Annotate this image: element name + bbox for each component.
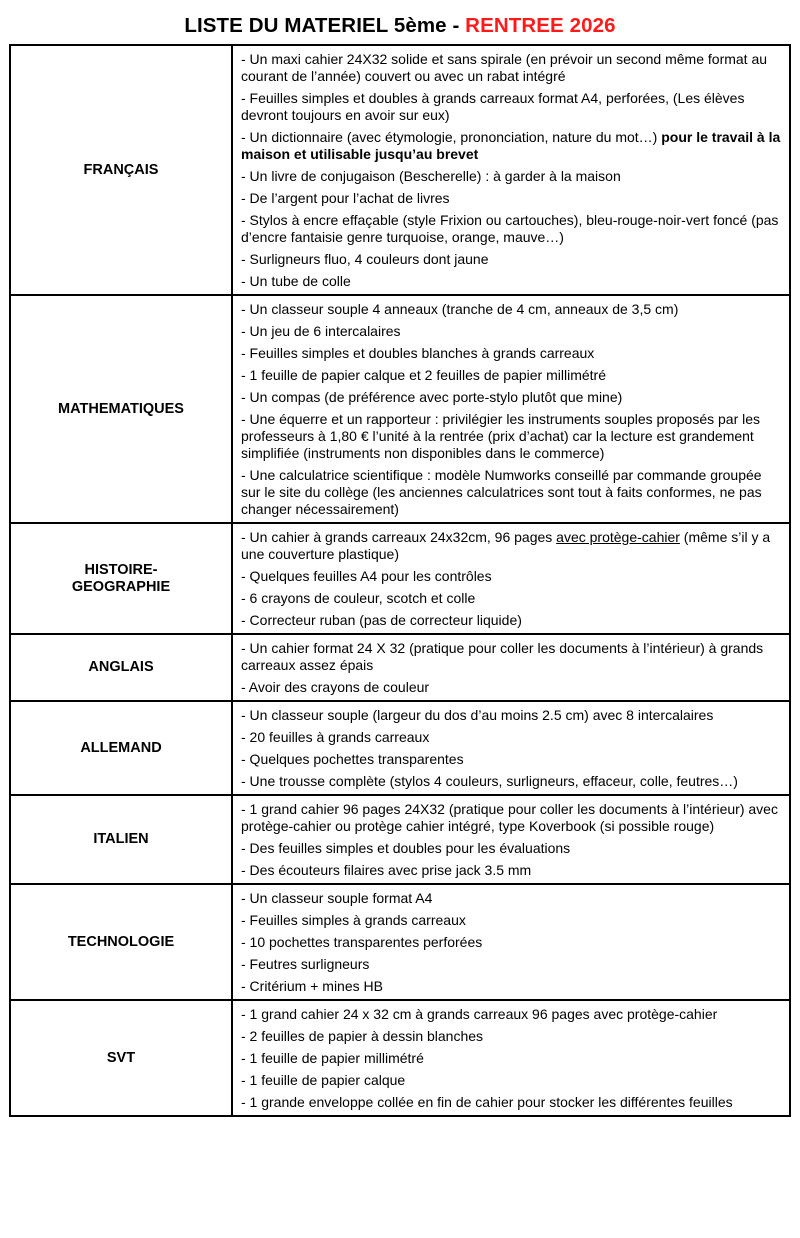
materials-table xyxy=(9,44,791,1117)
list-item xyxy=(241,190,783,207)
item-text: - Critérium + mines HB xyxy=(241,978,383,994)
item-text: - Stylos à encre effaçable (style Frixion ou cartouches), bleu-rouge-noir-vert foncé (pas d’encre fantaisie genre turquoise, orange, mauve…) xyxy=(241,212,779,245)
item-text: - 1 feuille de papier calque xyxy=(241,1072,406,1088)
list-item xyxy=(241,345,783,362)
list-item xyxy=(241,1072,783,1089)
item-emphasis: pour le travail à la maison et utilisable jusqu’au brevet xyxy=(241,129,781,162)
title-highlight: RENTREE 2026 xyxy=(465,14,616,37)
items-cell xyxy=(232,884,790,1000)
items-cell xyxy=(232,523,790,634)
section-row xyxy=(10,884,790,1000)
subject-label: TECHNOLOGIE xyxy=(67,933,175,950)
subject-label: SVT xyxy=(106,1049,136,1066)
item-text: - 20 feuilles à grands carreaux xyxy=(241,729,430,745)
section-row xyxy=(10,1000,790,1116)
list-item xyxy=(241,751,783,768)
items-cell xyxy=(232,634,790,701)
section-row xyxy=(10,523,790,634)
item-text: - Un cahier format 24 X 32 (pratique pour coller les documents à l’intérieur) à grands carreaux assez épais xyxy=(241,640,764,673)
item-text: - Un cahier à grands carreaux 24x32cm, 96 pages xyxy=(241,529,557,545)
item-text: - Avoir des crayons de couleur xyxy=(241,679,430,695)
list-item xyxy=(241,862,783,879)
item-text: - 2 feuilles de papier à dessin blanches xyxy=(241,1028,484,1044)
item-underlined: avec protège-cahier xyxy=(556,529,680,545)
section-row xyxy=(10,795,790,884)
item-text: - Feuilles simples et doubles à grands carreaux format A4, perforées, (Les élèves devront toujours en avoir sur eux) xyxy=(241,90,745,123)
item-text: - 10 pochettes transparentes perforées xyxy=(241,934,483,950)
section-row xyxy=(10,701,790,795)
list-item xyxy=(241,912,783,929)
item-text: - Un classeur souple (largeur du dos d’au moins 2.5 cm) avec 8 intercalaires xyxy=(241,707,714,723)
list-item xyxy=(241,168,783,185)
subject-label: ANGLAIS xyxy=(88,659,154,675)
item-text: - Un dictionnaire (avec étymologie, prononciation, nature du mot…) xyxy=(241,129,662,145)
item-text-continued: (même s’il y a une couverture plastique) xyxy=(241,529,771,562)
section-row xyxy=(10,295,790,523)
list-item xyxy=(241,90,783,124)
section-row xyxy=(10,45,790,295)
item-text: - De l’argent pour l’achat de livres xyxy=(241,190,450,206)
list-item xyxy=(241,129,783,163)
item-text: - Une équerre et un rapporteur : privilégier les instruments souples proposés par les professeurs à 1,80 € l’unité à la rentrée (prix d’achat) car la lecture est grandement simplifiée (instruments non disponibles dans le commerce) xyxy=(241,411,761,461)
subject-label: ITALIEN xyxy=(93,831,149,847)
items-cell xyxy=(232,45,790,295)
list-item xyxy=(241,679,783,696)
item-text: - Un classeur souple format A4 xyxy=(241,890,433,906)
list-item xyxy=(241,840,783,857)
list-item xyxy=(241,890,783,907)
subject-label: ALLEMAND xyxy=(80,739,162,756)
subject-cell xyxy=(10,45,232,295)
item-text: - Correcteur ruban (pas de correcteur liquide) xyxy=(241,612,522,628)
items-cell xyxy=(232,701,790,795)
section-row xyxy=(10,634,790,701)
list-item xyxy=(241,612,783,629)
subject-cell xyxy=(10,701,232,795)
item-text: - 1 grand cahier 24 x 32 cm à grands carreaux 96 pages avec protège-cahier xyxy=(241,1006,718,1022)
item-text: - 1 grand cahier 96 pages 24X32 (pratique pour coller les documents à l’intérieur) avec protège-cahier ou protège cahier intégré, type Koverbook (si possible rouge) xyxy=(241,801,778,834)
list-item xyxy=(241,978,783,995)
item-text: - Un maxi cahier 24X32 solide et sans spirale (en prévoir un second même format au courant de l’année) couvert ou avec un rabat intégré xyxy=(241,51,768,84)
subject-cell xyxy=(10,634,232,701)
item-text: - Un compas (de préférence avec porte-stylo plutôt que mine) xyxy=(241,389,623,405)
title-main: LISTE DU MATERIEL 5ème - xyxy=(184,14,466,37)
item-text: - Quelques pochettes transparentes xyxy=(241,751,464,767)
list-item xyxy=(241,51,783,85)
list-item xyxy=(241,1006,783,1023)
list-item xyxy=(241,323,783,340)
list-item xyxy=(241,301,783,318)
item-text: - Une trousse complète (stylos 4 couleurs, surligneurs, effaceur, colle, feutres…) xyxy=(241,773,738,789)
item-text: - 1 feuille de papier calque et 2 feuilles de papier millimétré xyxy=(241,367,606,383)
list-item xyxy=(241,590,783,607)
subject-cell xyxy=(10,295,232,523)
subject-cell xyxy=(10,1000,232,1116)
list-item xyxy=(241,956,783,973)
item-text: - 6 crayons de couleur, scotch et colle xyxy=(241,590,476,606)
list-item xyxy=(241,529,783,563)
item-text: - Des feuilles simples et doubles pour les évaluations xyxy=(241,840,571,856)
list-item xyxy=(241,707,783,724)
item-text: - Quelques feuilles A4 pour les contrôles xyxy=(241,568,492,584)
item-text: - Feuilles simples à grands carreaux xyxy=(241,912,466,928)
materials-table-body xyxy=(10,45,790,1116)
list-item xyxy=(241,367,783,384)
subject-cell xyxy=(10,795,232,884)
list-item xyxy=(241,729,783,746)
item-text: - 1 grande enveloppe collée en fin de cahier pour stocker les différentes feuilles xyxy=(241,1094,733,1110)
list-item xyxy=(241,1028,783,1045)
subject-cell xyxy=(10,523,232,634)
subject-label: MATHEMATIQUES xyxy=(58,400,184,417)
item-text: - Un classeur souple 4 anneaux (tranche de 4 cm, anneaux de 3,5 cm) xyxy=(241,301,679,317)
item-text: - Des écouteurs filaires avec prise jack 3.5 mm xyxy=(241,862,532,878)
item-text: - Feutres surligneurs xyxy=(241,956,370,972)
list-item xyxy=(241,1094,783,1111)
list-item xyxy=(241,934,783,951)
item-text: - Un tube de colle xyxy=(241,273,351,289)
item-text: - Surligneurs fluo, 4 couleurs dont jaune xyxy=(241,251,489,267)
list-item xyxy=(241,273,783,290)
items-cell xyxy=(232,795,790,884)
list-item xyxy=(241,251,783,268)
item-text: - Feuilles simples et doubles blanches à grands carreaux xyxy=(241,345,595,361)
page-title xyxy=(0,14,800,38)
list-item xyxy=(241,773,783,790)
list-item xyxy=(241,1050,783,1067)
item-text: - 1 feuille de papier millimétré xyxy=(241,1050,424,1066)
list-item xyxy=(241,568,783,585)
item-text: - Un jeu de 6 intercalaires xyxy=(241,323,401,339)
items-cell xyxy=(232,1000,790,1116)
list-item xyxy=(241,411,783,462)
list-item xyxy=(241,801,783,835)
list-item xyxy=(241,212,783,246)
list-item xyxy=(241,467,783,518)
item-text: - Une calculatrice scientifique : modèle Numworks conseillé par commande groupée sur le site du collège (les anciennes calculatrices sont tout à faits conformes, ne pas changer nécessairement) xyxy=(241,467,762,517)
item-text: - Un livre de conjugaison (Bescherelle) : à garder à la maison xyxy=(241,168,621,184)
list-item xyxy=(241,640,783,674)
items-cell xyxy=(232,295,790,523)
subject-cell xyxy=(10,884,232,1000)
list-item xyxy=(241,389,783,406)
subject-label: FRANÇAIS xyxy=(83,161,159,178)
subject-label: HISTOIRE-GEOGRAPHIE xyxy=(71,561,171,595)
